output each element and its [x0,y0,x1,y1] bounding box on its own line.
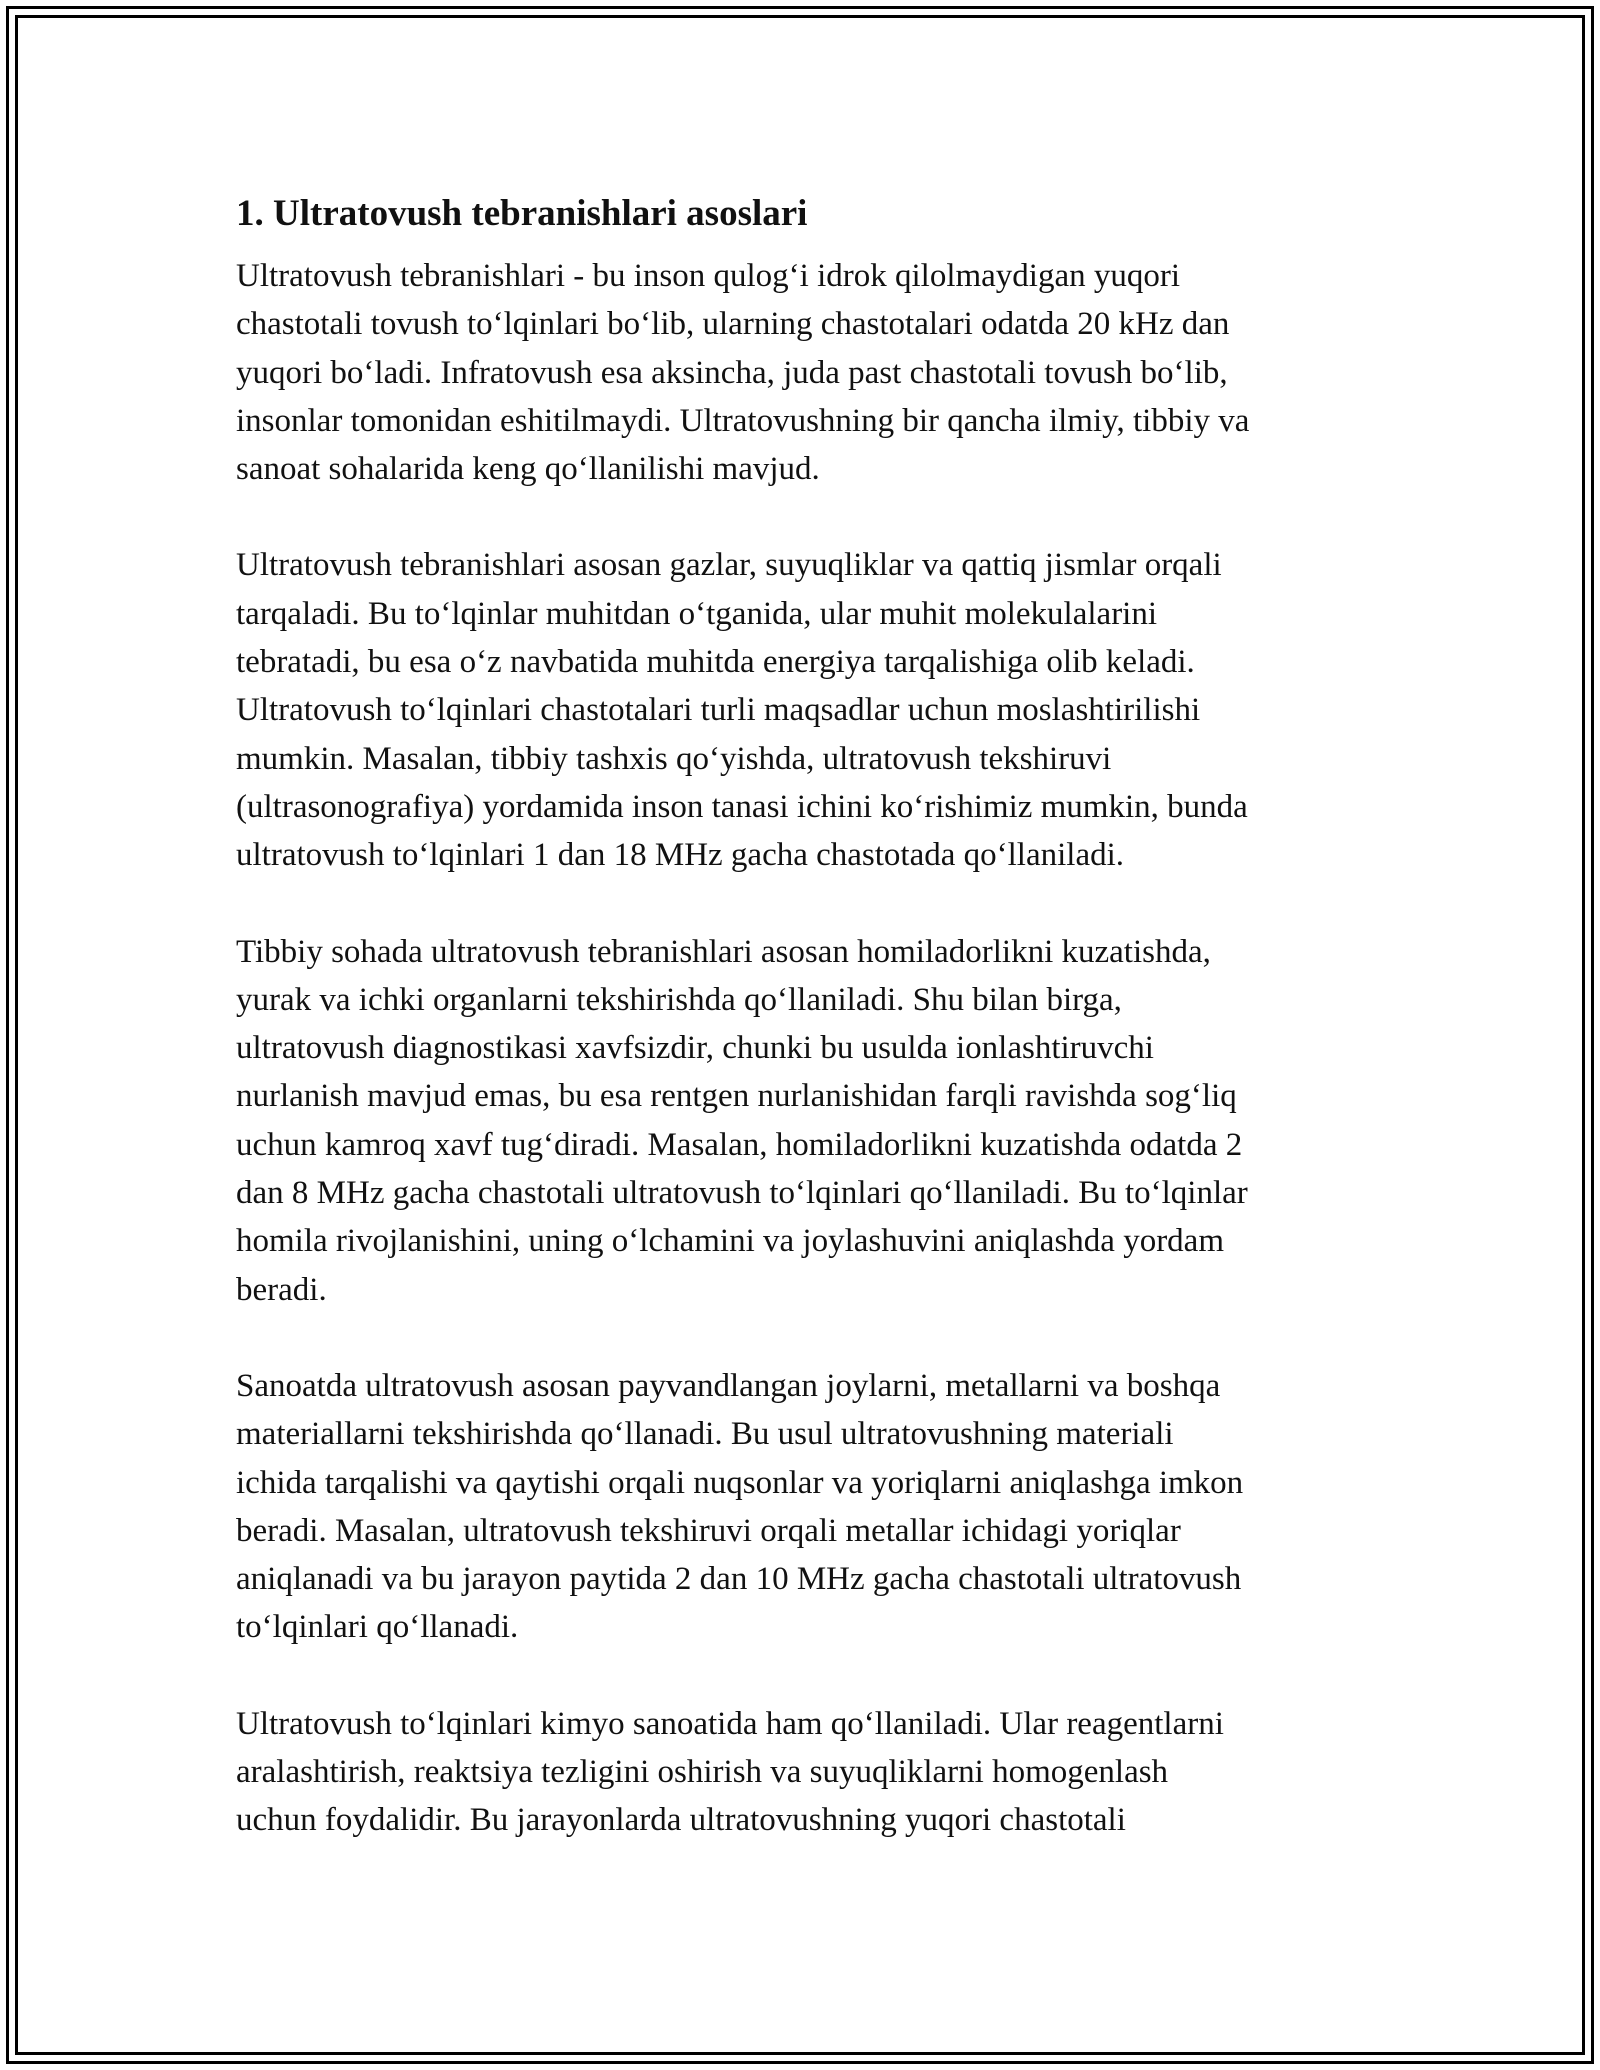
section-heading: 1. Ultratovush tebranishlari asoslari [236,193,808,234]
document-body [236,186,1366,1893]
paragraph-3: Tibbiy sohada ultratovush tebranishlari asosan homiladorlikni kuzatishda, yurak va ichki organlarni tekshirishda qo‘llaniladi. Shu bilan birga, ultratovush diagnostikasi xavfsizdir, chunki bu usulda ionlashtiruvchi nurlanish mavjud emas, bu esa rentgen nurlanishidan farqli ravishda sog‘liq uchun kamroq xavf tug‘diradi. Masalan, homiladorlikni kuzatishda odatda 2 dan 8 MHz gacha chastotali ultratovush to‘lqinlari qo‘llaniladi. Bu to‘lqinlar homila rivojlanishini, uning o‘lchamini va joylashuvini aniqlashda yordam beradi. [236,933,1248,1308]
paragraph-2: Ultratovush tebranishlari asosan gazlar, suyuqliklar va qattiq jismlar orqali tarqaladi. Bu to‘lqinlar muhitdan o‘tganida, ular muhit molekulalarini tebratadi, bu esa o‘z navbatida muhitda energiya tarqalishiga olib keladi. Ultratovush to‘lqinlari chastotalari turli maqsadlar uchun moslashtirilishi mumkin. Masalan, tibbiy tashxis qo‘yishda, ultratovush tekshiruvi (ultrasonografiya) yordamida inson tanasi ichini ko‘rishimiz mumkin, bunda ultratovush to‘lqinlari 1 dan 18 MHz gacha chastotada qo‘llaniladi. [236,547,1248,874]
paragraph-4: Sanoatda ultratovush asosan payvandlangan joylarni, metallarni va boshqa materiallarni tekshirishda qo‘llanadi. Bu usul ultratovushning materiali ichida tarqalishi va qaytishi orqali nuqsonlar va yoriqlarni aniqlashga imkon beradi. Masalan, ultratovush tekshiruvi orqali metallar ichidagi yoriqlar aniqlanadi va bu jarayon paytida 2 dan 10 MHz gacha chastotali ultratovush to‘lqinlari qo‘llanadi. [236,1367,1244,1646]
paragraph-1: Ultratovush tebranishlari - bu inson qulog‘i idrok qilolmaydigan yuqori chastotali tovush to‘lqinlari bo‘lib, ularning chastotalari odatda 20 kHz dan yuqori bo‘ladi. Infratovush esa aksincha, juda past chastotali tovush bo‘lib, insonlar tomonidan eshitilmaydi. Ultratovushning bir qancha ilmiy, tibbiy va sanoat sohalarida keng qo‘llanilishi mavjud. [236,258,1250,488]
paragraph-5: Ultratovush to‘lqinlari kimyo sanoatida ham qo‘llaniladi. Ular reagentlarni aralashtirish, reaktsiya tezligini oshirish va suyuqliklarni homogenlash uchun foydalidir. Bu jarayonlarda ultratovushning yuqori chastotali [236,1705,1224,1839]
